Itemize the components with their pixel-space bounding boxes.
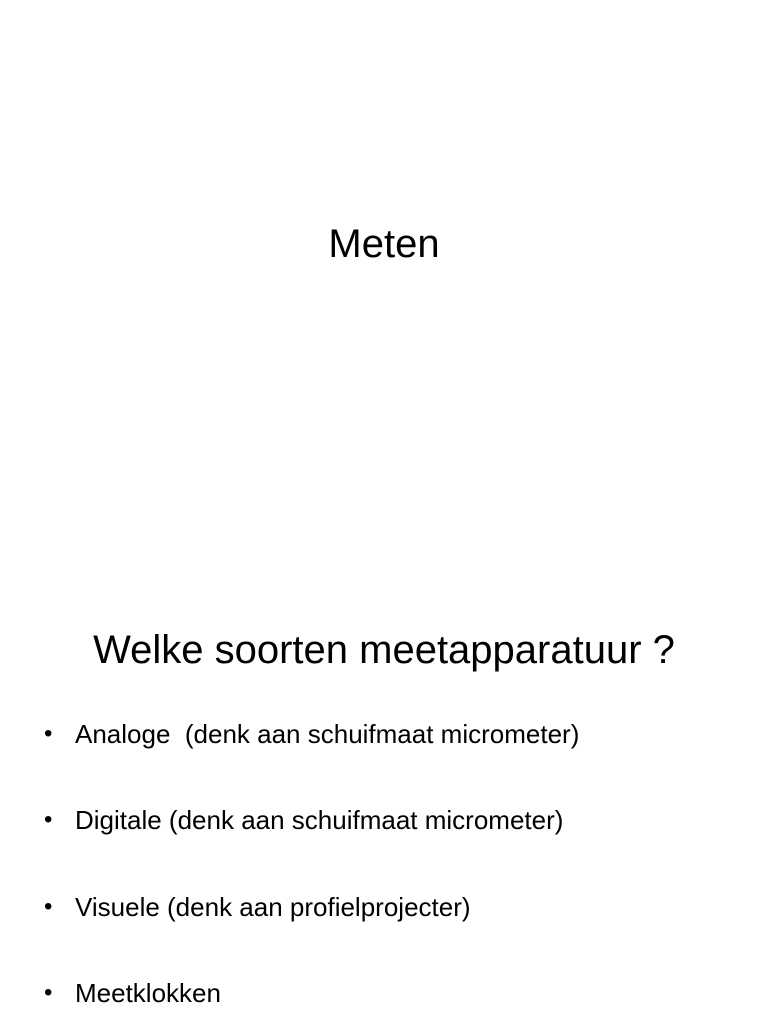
bullet-text: Digitale (denk aan schuifmaat micrometer) — [75, 805, 564, 835]
slide-heading: Welke soorten meetapparatuur ? — [93, 628, 675, 672]
bullet-icon: • — [44, 979, 53, 1006]
slide-2 — [0, 580, 768, 1024]
bullet-text: Visuele (denk aan profielprojecter) — [75, 892, 471, 922]
bullet-icon: • — [44, 806, 53, 833]
bullet-icon: • — [44, 720, 53, 747]
list-item — [0, 800, 768, 840]
bullet-text: Analoge (denk aan schuifmaat micrometer) — [75, 719, 580, 749]
list-item — [0, 887, 768, 927]
bullet-text: Meetklokken — [75, 978, 221, 1008]
slide-title: Meten — [328, 222, 440, 266]
slide-1 — [0, 0, 768, 480]
list-item — [0, 973, 768, 1013]
list-item — [0, 714, 768, 754]
bullet-icon: • — [44, 893, 53, 920]
